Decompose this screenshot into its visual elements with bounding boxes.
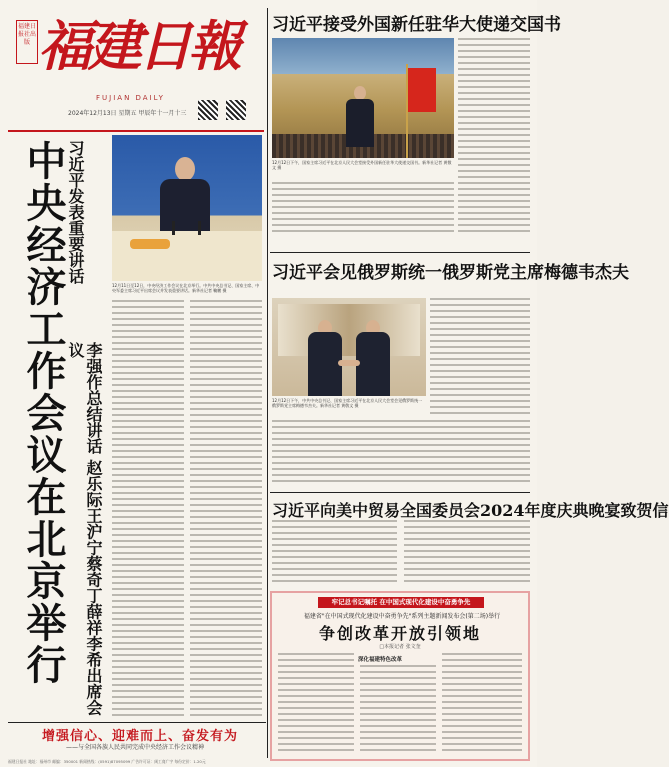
lead-subheadline-2: 李强作总结讲话 赵乐际王沪宁蔡奇丁薛祥李希出席会议: [66, 342, 103, 716]
article-3-photo-caption: 12月12日下午，中共中央总书记、国家主席习近平在北京人民大会堂会见俄罗斯统一俄罗斯党主席梅德韦杰夫。新华社记者 黄敬文 摄: [272, 398, 423, 408]
special-subhead: 深化福建特色改革: [358, 657, 403, 663]
special-byline: □本报记者 张文奎: [379, 644, 421, 650]
newspaper-title: 福建日報: [38, 14, 238, 78]
lead-subheadline-1: 习近平发表重要讲话: [66, 140, 85, 284]
article-3-body-bottom: [272, 420, 530, 490]
special-body-column-3: [442, 653, 522, 757]
special-title: 争创改革开放引领地: [318, 624, 481, 643]
commentary-title: 增强信心、迎难而上、奋发有为: [42, 729, 239, 744]
article-2-photo: [272, 38, 454, 158]
article-4-body-column-1: [272, 520, 397, 586]
article-2-body-side: [458, 38, 530, 238]
article-4-headline: 习近平向美中贸易全国委员会2024年度庆典晚宴致贺信: [272, 501, 669, 520]
commentary-banner: [8, 725, 266, 755]
article-3-body-side: [430, 298, 530, 418]
special-body-column-2: [360, 665, 436, 757]
masthead: [8, 8, 264, 126]
lead-body-column-1: [112, 300, 184, 720]
section-rule: [270, 492, 530, 493]
masthead-rule: [8, 130, 264, 132]
article-3-photo: [272, 298, 426, 396]
special-report-box: [270, 591, 530, 761]
lead-photo: [112, 135, 262, 281]
photo-speaker: [160, 157, 210, 229]
article-4-body-column-2: [404, 520, 530, 586]
article-2-body-bottom: [272, 182, 454, 242]
qr-code-icon: [226, 100, 246, 120]
section-rule: [270, 252, 530, 253]
article-3-headline: 习近平会见俄罗斯统一俄罗斯党主席梅德韦杰夫: [272, 263, 629, 283]
special-deck: 福建省"在中国式现代化建设中奋勇争先"系列主题新闻发布会(第二场)举行: [303, 613, 501, 620]
article-2-headline: 习近平接受外国新任驻华大使递交国书: [272, 15, 561, 35]
special-body-column-1: [278, 653, 354, 757]
qr-code-icon: [198, 100, 218, 120]
publisher-seal: 福建日报社出版: [16, 20, 38, 64]
lead-photo-caption: 12月11日至12日，中央经济工作会议在北京举行。中共中央总书记、国家主席、中央军委主席习近平出席会议并发表重要讲话。新华社记者 鞠鹏 摄: [112, 283, 260, 293]
issue-date: 2024年12月13日 星期五 甲辰年十一月十三: [68, 110, 187, 117]
page-footer: 福建日报社 地址：福州市 邮编：350001 新闻热线：(0591)87095099 广告许可证：闽工商广字 每份定价：1.20元: [8, 759, 206, 764]
column-divider: [267, 8, 268, 758]
banner-rule: [8, 722, 266, 723]
flag-icon: [408, 68, 436, 112]
lead-body-column-2: [190, 300, 262, 720]
article-2-photo-caption: 12月12日下午，国家主席习近平在北京人民大会堂接受外国新任驻华大使递交国书。新华社记者 黄敬文 摄: [272, 160, 452, 170]
commentary-subtitle: ——与全国各族人民共同完成中央经济工作会议精神: [66, 744, 205, 751]
lead-headline: 中央经济工作会议在北京举行: [20, 140, 67, 686]
newspaper-subtitle: FUJIAN DAILY: [96, 94, 165, 102]
special-kicker: 牢记总书记嘱托 在中国式现代化建设中奋勇争先: [318, 597, 484, 608]
